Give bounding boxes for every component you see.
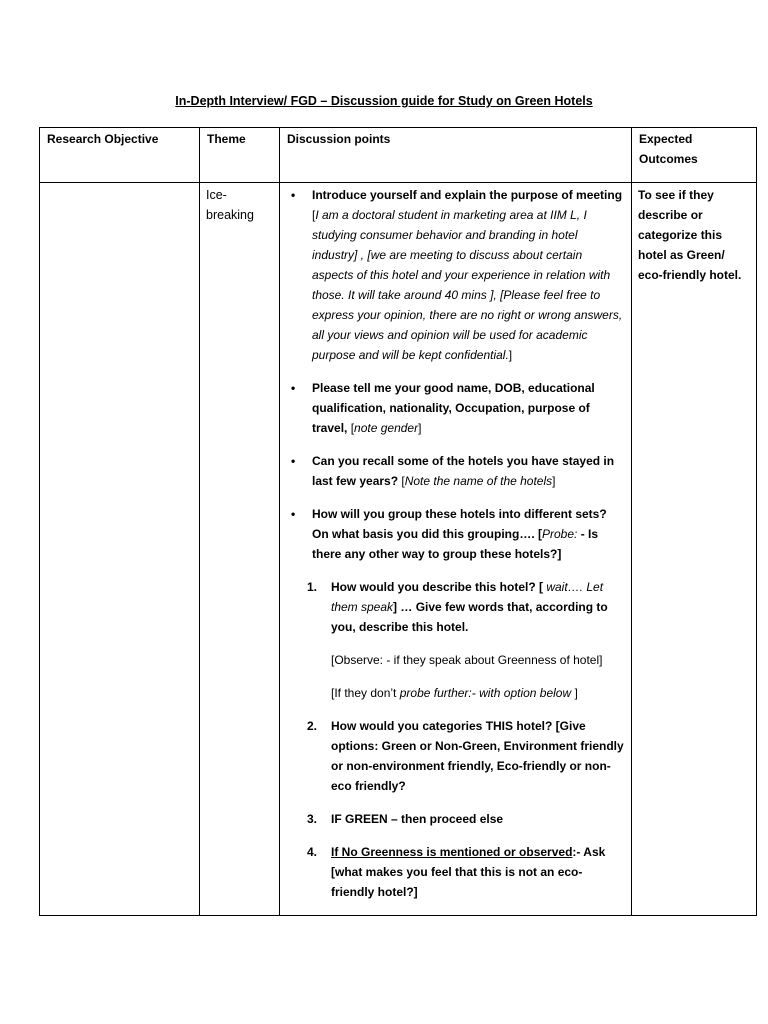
numbered-item — [286, 577, 625, 637]
bullet-text: How will you group these hotels into different sets? On what basis you did this grouping…. [ — [312, 507, 607, 541]
numbered-text-underlined: If No Greenness is mentioned or observed — [331, 845, 573, 859]
discussion-guide-table — [39, 127, 757, 916]
probe-note-close: ] — [571, 686, 578, 700]
numbered-text: How would you describe this hotel? [ — [331, 580, 547, 594]
list-item — [286, 451, 625, 491]
item-number: 4. — [307, 845, 318, 859]
bullet-text: Can you recall some of the hotels you have stayed in last few years? — [312, 454, 615, 488]
bullet-dot-icon: • — [291, 381, 296, 395]
bullet-note: Note the name of the hotels — [404, 474, 553, 488]
cell-theme — [200, 183, 280, 916]
probe-note-italic: probe further:- with option below — [399, 686, 572, 700]
bullet-text: Please tell me your good name, DOB, educational qualification, nationality, Occupation, purpose of travel, — [312, 381, 595, 435]
bullet-note: Probe: — [542, 527, 578, 541]
bullet-note: note gender — [354, 421, 419, 435]
table-row — [40, 183, 757, 916]
header-theme: Theme — [207, 132, 246, 146]
bullet-note-open: [ — [312, 208, 316, 222]
bullet-note-open: [ — [347, 421, 355, 435]
bullet-dot-icon: • — [291, 188, 296, 202]
bullet-dot-icon: • — [291, 454, 296, 468]
expected-outcomes-text: To see if they describe or categorize this hotel as Green/ eco-friendly hotel. — [638, 188, 742, 282]
bullet-text-tail: - Is there any other way to group these hotels?] — [312, 527, 599, 561]
header-cell-research-objective — [40, 128, 200, 183]
header-research-objective: Research Objective — [47, 132, 159, 146]
header-discussion-points: Discussion points — [287, 132, 391, 146]
cell-expected-outcomes — [632, 183, 757, 916]
research-objective-text — [40, 183, 199, 187]
observe-note: [Observe: - if they speak about Greenness of hotel] — [331, 653, 603, 667]
header-cell-expected-outcomes — [632, 128, 757, 183]
theme-text: Ice-breaking — [206, 188, 254, 222]
item-number: 1. — [307, 580, 318, 594]
numbered-text-tail: ] … Give few words that, according to you, describe this hotel. — [331, 600, 608, 634]
numbered-item — [286, 842, 625, 902]
document-title: In-Depth Interview/ FGD – Discussion guide for Study on Green Hotels — [175, 94, 593, 108]
probe-note — [286, 683, 625, 703]
item-number: 3. — [307, 812, 318, 826]
header-cell-discussion-points — [280, 128, 632, 183]
list-item — [286, 378, 625, 438]
numbered-note: wait…. Let them speak — [331, 580, 604, 614]
header-expected-outcomes: Expected Outcomes — [639, 132, 698, 166]
bullet-note: I am a doctoral student in marketing area at IIM L, I studying consumer behavior and branding in hotel industry] , [we are meeting to discuss about certain aspects of this hotel and your experience in relation with those. It will take around 40 mins ], [Please feel free to express your opinion, there are no right or wrong answers, all your views and opinion will be used for academic purpose and will be kept confidential. — [312, 208, 623, 362]
header-cell-theme — [200, 128, 280, 183]
bullet-text: Introduce yourself and explain the purpose of meeting — [312, 188, 623, 202]
list-item — [286, 504, 625, 564]
item-number: 2. — [307, 719, 318, 733]
numbered-text: :- Ask [what makes you feel that this is not an eco-friendly hotel?] — [331, 845, 606, 899]
bullet-note-close: ] — [418, 421, 422, 435]
numbered-item — [286, 716, 625, 796]
discussion-points-list — [280, 183, 631, 902]
numbered-text: IF GREEN – then proceed else — [331, 812, 504, 826]
cell-research-objective — [40, 183, 200, 916]
bullet-note-close: ] — [508, 348, 513, 362]
probe-note-open: [If they don’t — [331, 686, 400, 700]
table-header-row — [40, 128, 757, 183]
bullet-dot-icon: • — [291, 507, 296, 521]
numbered-item — [286, 809, 625, 829]
bullet-note-open: [ — [398, 474, 405, 488]
list-item — [286, 185, 625, 365]
bullet-note-close: ] — [552, 474, 556, 488]
numbered-text: How would you categories THIS hotel? [Give options: Green or Non-Green, Environment friendly or non-environment friendly, Eco-friendly or non-eco friendly? — [331, 719, 624, 793]
cell-discussion-points — [280, 183, 632, 916]
